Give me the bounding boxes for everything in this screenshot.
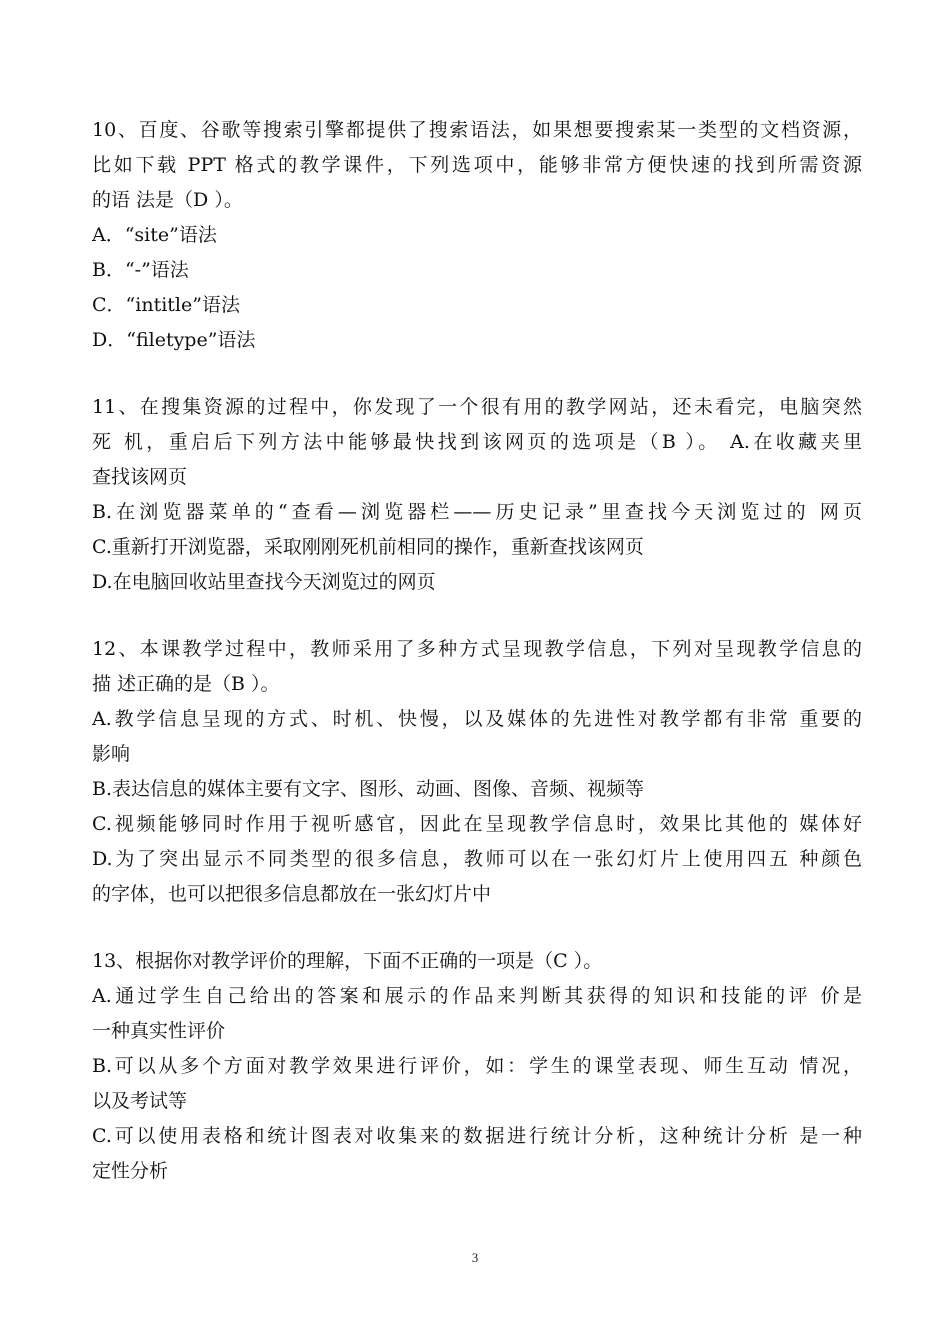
question-line: B．“-”语法 [92,259,189,281]
question-line: 比如下载 PPT 格式的教学课件，下列选项中，能够非常方便快速的找到所需资源 [92,154,862,176]
question-line: 12、本课教学过程中，教师采用了多种方式呈现教学信息，下列对呈现教学信息的 [92,638,862,660]
question-line: 查找该网页 [92,466,188,488]
question-line: D．“filetype”语法 [92,329,256,351]
question-line: 描 述正确的是（B ）。 [92,673,280,695]
question-line: 10、百度、谷歌等搜索引擎都提供了搜索语法，如果想要搜索某一类型的文档资源， [92,119,862,141]
question-line: D.为了突出显示不同类型的很多信息，教师可以在一张幻灯片上使用四五 种颜色 [92,848,862,870]
question-block [92,390,862,600]
question-line: 死 机，重启后下列方法中能够最快找到该网页的选项是（B ）。 A.在收藏夹里 [92,431,862,453]
question-list [92,113,862,1221]
question-line: B.在浏览器菜单的“查看—浏览器栏——历史记录”里查找今天浏览过的 网页 [92,501,862,523]
question-line: C.可以使用表格和统计图表对收集来的数据进行统计分析，这种统计分析 是一种 [92,1125,862,1147]
question-block [92,944,862,1189]
question-line: 以及考试等 [92,1090,188,1112]
question-line: B.可以从多个方面对教学效果进行评价，如：学生的课堂表现、师生互动 情况， [92,1055,862,1077]
question-line: D.在电脑回收站里查找今天浏览过的网页 [92,571,436,593]
page-number: 3 [471,1250,479,1265]
question-line: B.表达信息的媒体主要有文字、图形、动画、图像、音频、视频等 [92,778,645,800]
question-line: A.教学信息呈现的方式、时机、快慢，以及媒体的先进性对教学都有非常 重要的 [92,708,862,730]
question-line: C.重新打开浏览器，采取刚刚死机前相同的操作，重新查找该网页 [92,536,644,558]
question-line: 定性分析 [92,1160,169,1182]
question-line: C．“intitle”语法 [92,294,240,316]
question-line: A.通过学生自己给出的答案和展示的作品来判断其获得的知识和技能的评 价是 [92,985,862,1007]
question-line: 的语 法是（D ）。 [92,189,243,211]
question-line: 一种真实性评价 [92,1020,226,1042]
question-block [92,113,862,358]
question-line: C.视频能够同时作用于视听感官，因此在呈现教学信息时，效果比其他的 媒体好 [92,813,862,835]
question-block [92,632,862,912]
question-line: 11、在搜集资源的过程中，你发现了一个很有用的教学网站，还未看完，电脑突然 [92,396,862,418]
question-line: 影响 [92,743,131,765]
question-line: A．“site”语法 [92,224,217,246]
question-line: 13、根据你对教学评价的理解，下面不正确的一项是（C ）。 [92,950,603,972]
question-line: 的字体，也可以把很多信息都放在一张幻灯片中 [92,883,492,905]
